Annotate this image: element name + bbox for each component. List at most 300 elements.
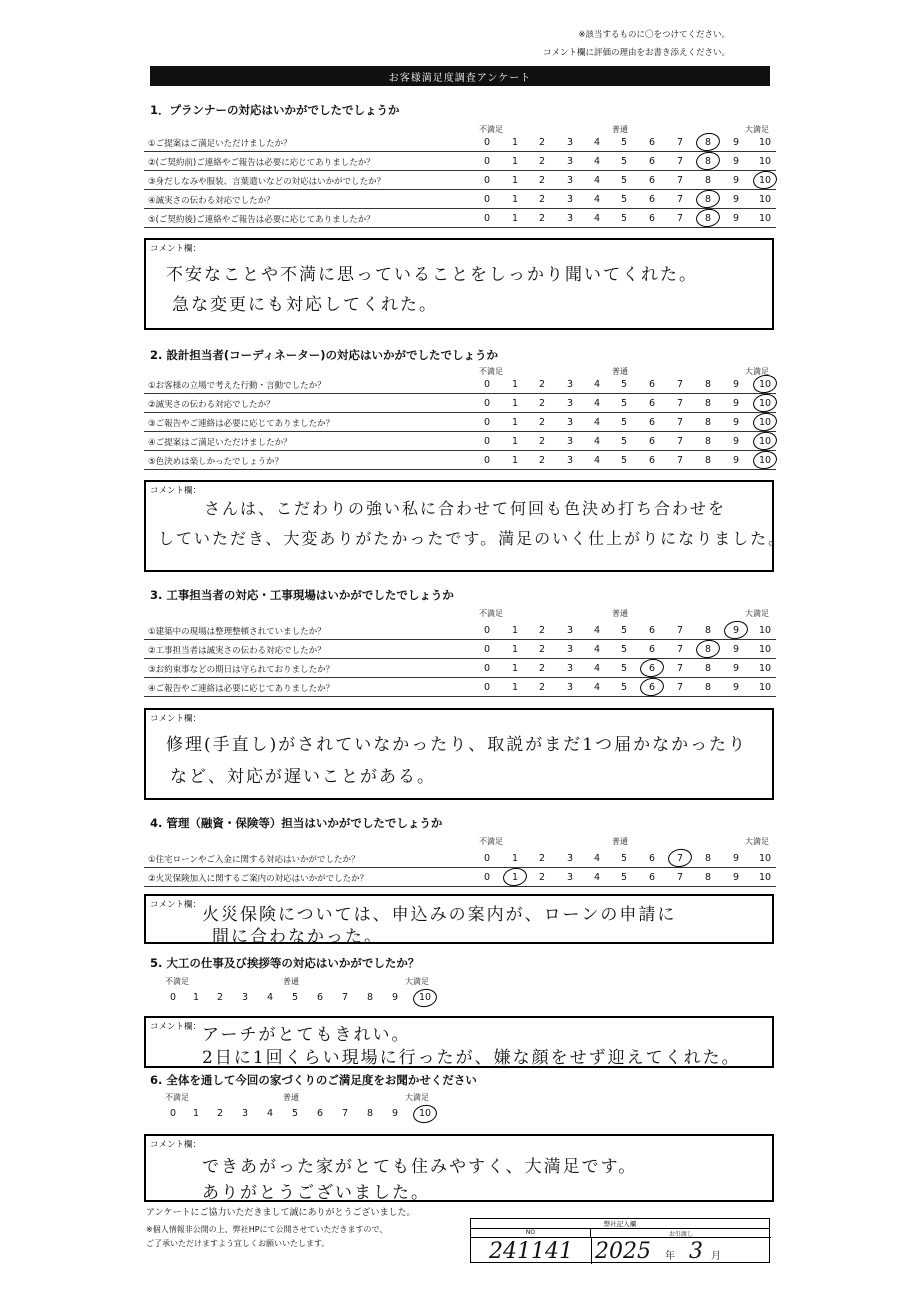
rating-option-6[interactable]: 6: [648, 853, 656, 864]
rating-option-10[interactable]: 10: [758, 194, 772, 205]
rating-option-10[interactable]: 10: [758, 398, 772, 409]
rating-option-9[interactable]: 9: [732, 137, 740, 148]
scale-label-mid: 普通: [612, 837, 628, 846]
rating-option-2[interactable]: 2: [538, 137, 546, 148]
question-row: [144, 451, 776, 470]
rating-option-2[interactable]: 2: [538, 175, 546, 186]
rating-option-6[interactable]: 6: [316, 1108, 324, 1119]
rating-option-4[interactable]: 4: [593, 455, 601, 466]
rating-option-3[interactable]: 3: [566, 213, 574, 224]
instruction-note: ※該当するものに〇をつけてください。: [578, 30, 730, 40]
rating-option-8[interactable]: 8: [366, 1108, 374, 1119]
rating-option-1[interactable]: 1: [511, 455, 519, 466]
rating-option-6[interactable]: 6: [648, 417, 656, 428]
rating-option-6[interactable]: 6: [648, 644, 656, 655]
question-row: [144, 640, 776, 659]
rating-option-4[interactable]: 4: [593, 682, 601, 693]
rating-option-3[interactable]: 3: [241, 992, 249, 1003]
rating-option-1[interactable]: 1: [511, 853, 519, 864]
rating-option-7[interactable]: 7: [676, 156, 684, 167]
rating-option-7[interactable]: 7: [676, 194, 684, 205]
office-use-box: [470, 1218, 770, 1263]
handwritten-comment-line: できあがった家がとても住みやすく、大満足です。: [202, 1157, 638, 1177]
rating-option-7[interactable]: 7: [676, 175, 684, 186]
question-row: [144, 868, 776, 887]
rating-option-0[interactable]: 0: [483, 417, 491, 428]
scale-label-low: 不満足: [479, 367, 503, 376]
rating-option-8[interactable]: 8: [704, 417, 712, 428]
rating-option-5[interactable]: 5: [620, 625, 628, 636]
comment-label: コメント欄：: [150, 486, 202, 496]
rating-option-9[interactable]: 9: [732, 625, 740, 636]
rating-option-0[interactable]: 0: [483, 872, 491, 883]
rating-option-4[interactable]: 4: [593, 625, 601, 636]
question-text: ②誠実さの伝わる対応でしたか？: [148, 400, 275, 410]
rating-option-6[interactable]: 6: [648, 625, 656, 636]
rating-option-6[interactable]: 6: [648, 156, 656, 167]
rating-option-4[interactable]: 4: [593, 137, 601, 148]
rating-scale: [0, 1108, 920, 1122]
question-text: ⑤色決めは楽しかったでしょうか？: [148, 457, 284, 467]
rating-option-8[interactable]: 8: [704, 682, 712, 693]
rating-option-10[interactable]: 10: [418, 1108, 432, 1119]
rating-option-9[interactable]: 9: [732, 682, 740, 693]
question-row: [144, 171, 776, 190]
rating-option-10[interactable]: 10: [758, 175, 772, 186]
rating-option-3[interactable]: 3: [566, 194, 574, 205]
rating-circle-mark: [752, 449, 779, 471]
thanks-message: アンケートにご協力いただきまして誠にありがとうございました。: [146, 1208, 416, 1218]
question-row: [144, 621, 776, 640]
rating-option-0[interactable]: 0: [483, 137, 491, 148]
rating-option-1[interactable]: 1: [192, 1108, 200, 1119]
rating-option-1[interactable]: 1: [192, 992, 200, 1003]
scale-label-low: 不満足: [479, 125, 503, 134]
rating-option-2[interactable]: 2: [538, 156, 546, 167]
rating-option-5[interactable]: 5: [291, 1108, 299, 1119]
rating-circle-mark: [695, 150, 722, 172]
rating-option-1[interactable]: 1: [511, 625, 519, 636]
rating-option-8[interactable]: 8: [704, 398, 712, 409]
rating-option-1[interactable]: 1: [511, 194, 519, 205]
scale-label-high: 大満足: [745, 837, 769, 846]
scale-label-low: 不満足: [479, 837, 503, 846]
rating-option-3[interactable]: 3: [566, 455, 574, 466]
comment-label: コメント欄：: [150, 1140, 202, 1150]
rating-option-10[interactable]: 10: [758, 853, 772, 864]
question-row: [144, 209, 776, 228]
rating-option-4[interactable]: 4: [593, 213, 601, 224]
rating-option-9[interactable]: 9: [732, 455, 740, 466]
section-5-title: 5. 大工の仕事及び挨拶等の対応はいかがでしたか？: [150, 956, 420, 970]
rating-option-4[interactable]: 4: [593, 175, 601, 186]
handwritten-comment-line: 急な変更にも対応してくれた。: [172, 295, 438, 315]
rating-option-10[interactable]: 10: [758, 682, 772, 693]
rating-option-9[interactable]: 9: [732, 379, 740, 390]
rating-option-3[interactable]: 3: [566, 644, 574, 655]
rating-option-6[interactable]: 6: [648, 436, 656, 447]
rating-option-0[interactable]: 0: [483, 379, 491, 390]
rating-option-4[interactable]: 4: [266, 1108, 274, 1119]
scale-label-high: 大満足: [745, 125, 769, 134]
rating-option-3[interactable]: 3: [566, 417, 574, 428]
question-text: ④ご提案はご満足いただけましたか？: [148, 438, 292, 448]
question-row: [144, 190, 776, 209]
rating-option-1[interactable]: 1: [511, 872, 519, 883]
rating-option-0[interactable]: 0: [483, 644, 491, 655]
rating-circle-mark: [752, 373, 779, 395]
rating-option-1[interactable]: 1: [511, 156, 519, 167]
rating-option-2[interactable]: 2: [538, 682, 546, 693]
rating-option-4[interactable]: 4: [593, 872, 601, 883]
rating-option-0[interactable]: 0: [483, 663, 491, 674]
rating-option-6[interactable]: 6: [648, 455, 656, 466]
rating-option-1[interactable]: 1: [511, 663, 519, 674]
rating-option-9[interactable]: 9: [732, 175, 740, 186]
rating-option-10[interactable]: 10: [758, 644, 772, 655]
rating-option-4[interactable]: 4: [593, 194, 601, 205]
rating-option-10[interactable]: 10: [758, 417, 772, 428]
comment-box: [144, 894, 774, 947]
rating-option-9[interactable]: 9: [732, 398, 740, 409]
rating-option-2[interactable]: 2: [538, 853, 546, 864]
rating-option-10[interactable]: 10: [758, 455, 772, 466]
rating-option-6[interactable]: 6: [648, 872, 656, 883]
scale-label-high: 大満足: [745, 367, 769, 376]
rating-option-10[interactable]: 10: [758, 137, 772, 148]
question-text: ②工事担当者は誠実さの伝わる対応でしたか？: [148, 646, 326, 656]
rating-option-8[interactable]: 8: [704, 137, 712, 148]
rating-option-0[interactable]: 0: [483, 175, 491, 186]
rating-option-3[interactable]: 3: [566, 853, 574, 864]
comment-box: [144, 708, 774, 800]
rating-option-8[interactable]: 8: [704, 663, 712, 674]
handwritten-comment-line: ありがとうございました。: [202, 1183, 430, 1203]
rating-option-2[interactable]: 2: [538, 194, 546, 205]
rating-circle-mark: [502, 866, 529, 888]
rating-option-6[interactable]: 6: [648, 398, 656, 409]
handwritten-comment-line: 2日に1回くらい現場に行ったが、嫌な顔をせず迎えてくれた。: [202, 1048, 741, 1068]
rating-option-8[interactable]: 8: [704, 625, 712, 636]
comment-label: コメント欄：: [150, 714, 202, 724]
rating-option-3[interactable]: 3: [566, 663, 574, 674]
question-text: ④ご報告やご連絡は必要に応じてありましたか？: [148, 684, 335, 694]
rating-option-3[interactable]: 3: [566, 436, 574, 447]
rating-option-7[interactable]: 7: [676, 436, 684, 447]
rating-option-1[interactable]: 1: [511, 175, 519, 186]
rating-option-8[interactable]: 8: [704, 379, 712, 390]
rating-option-10[interactable]: 10: [758, 379, 772, 390]
scale-label-low: 不満足: [165, 977, 189, 986]
rating-circle-mark: [695, 638, 722, 660]
rating-circle-mark: [752, 169, 779, 191]
rating-option-1[interactable]: 1: [511, 682, 519, 693]
rating-option-8[interactable]: 8: [704, 436, 712, 447]
rating-option-7[interactable]: 7: [676, 644, 684, 655]
rating-option-8[interactable]: 8: [704, 853, 712, 864]
rating-option-2[interactable]: 2: [538, 644, 546, 655]
rating-option-5[interactable]: 5: [620, 213, 628, 224]
scale-label-low: 不満足: [479, 609, 503, 618]
rating-option-7[interactable]: 7: [676, 663, 684, 674]
rating-option-6[interactable]: 6: [648, 663, 656, 674]
rating-option-2[interactable]: 2: [538, 663, 546, 674]
rating-option-8[interactable]: 8: [704, 455, 712, 466]
rating-option-5[interactable]: 5: [620, 379, 628, 390]
rating-option-4[interactable]: 4: [593, 853, 601, 864]
rating-option-9[interactable]: 9: [732, 156, 740, 167]
rating-option-3[interactable]: 3: [566, 175, 574, 186]
rating-option-9[interactable]: 9: [732, 417, 740, 428]
rating-option-7[interactable]: 7: [676, 682, 684, 693]
question-text: ①お客様の立場で考えた行動・言動でしたか？: [148, 381, 326, 391]
handwritten-comment-line: アーチがとてもきれい。: [202, 1025, 411, 1045]
section-4-title: 4. 管理（融資・保険等）担当はいかがでしたでしょうか: [150, 816, 443, 830]
rating-option-0[interactable]: 0: [169, 1108, 177, 1119]
handwritten-comment-line: 不安なことや不満に思っていることをしっかり聞いてくれた。: [166, 265, 698, 285]
question-text: ③身だしなみや服装、言葉遣いなどの対応はいかがでしたか？: [148, 177, 386, 187]
question-text: ④誠実さの伝わる対応でしたか？: [148, 196, 275, 206]
rating-option-8[interactable]: 8: [704, 872, 712, 883]
rating-option-5[interactable]: 5: [620, 436, 628, 447]
rating-option-9[interactable]: 9: [391, 992, 399, 1003]
rating-option-4[interactable]: 4: [593, 417, 601, 428]
rating-option-10[interactable]: 10: [418, 992, 432, 1003]
rating-option-0[interactable]: 0: [483, 213, 491, 224]
rating-option-7[interactable]: 7: [676, 455, 684, 466]
rating-option-1[interactable]: 1: [511, 436, 519, 447]
handwritten-comment-line: など、対応が遅いことがある。: [170, 767, 436, 787]
rating-option-0[interactable]: 0: [483, 194, 491, 205]
rating-scale: [0, 992, 920, 1006]
rating-option-8[interactable]: 8: [704, 175, 712, 186]
rating-option-1[interactable]: 1: [511, 417, 519, 428]
comment-label: コメント欄：: [150, 244, 202, 254]
rating-option-5[interactable]: 5: [620, 137, 628, 148]
year-unit: 年: [665, 1251, 675, 1262]
rating-option-8[interactable]: 8: [704, 213, 712, 224]
rating-option-2[interactable]: 2: [538, 417, 546, 428]
rating-option-6[interactable]: 6: [316, 992, 324, 1003]
rating-option-9[interactable]: 9: [732, 872, 740, 883]
rating-option-9[interactable]: 9: [732, 853, 740, 864]
rating-option-0[interactable]: 0: [483, 436, 491, 447]
rating-circle-mark: [639, 657, 666, 679]
question-row: [144, 375, 776, 394]
rating-circle-mark: [752, 411, 779, 433]
rating-option-5[interactable]: 5: [620, 853, 628, 864]
rating-option-4[interactable]: 4: [593, 398, 601, 409]
rating-option-9[interactable]: 9: [391, 1108, 399, 1119]
comment-box: [144, 1016, 774, 1068]
rating-option-7[interactable]: 7: [676, 379, 684, 390]
rating-option-1[interactable]: 1: [511, 379, 519, 390]
question-text: ①住宅ローンやご入金に関する対応はいかがでしたか？: [148, 855, 360, 865]
rating-option-6[interactable]: 6: [648, 175, 656, 186]
rating-option-7[interactable]: 7: [341, 1108, 349, 1119]
handover-label: お引渡し: [591, 1229, 771, 1238]
rating-circle-mark: [695, 131, 722, 153]
rating-option-6[interactable]: 6: [648, 379, 656, 390]
rating-option-7[interactable]: 7: [341, 992, 349, 1003]
rating-option-6[interactable]: 6: [648, 213, 656, 224]
handwritten-comment-line: さんは、こだわりの強い私に合わせて何回も色決め打ち合わせを: [204, 499, 727, 518]
rating-option-9[interactable]: 9: [732, 663, 740, 674]
rating-option-9[interactable]: 9: [732, 194, 740, 205]
privacy-note: ご了承いただけますよう宜しくお願いいたします。: [146, 1239, 330, 1248]
rating-option-0[interactable]: 0: [483, 398, 491, 409]
rating-option-1[interactable]: 1: [511, 137, 519, 148]
privacy-note: ※個人情報非公開の上、弊社HPにて公開させていただきますので、: [146, 1225, 388, 1234]
rating-option-5[interactable]: 5: [620, 194, 628, 205]
scale-label-mid: 普通: [612, 125, 628, 134]
rating-option-5[interactable]: 5: [620, 455, 628, 466]
rating-option-5[interactable]: 5: [620, 663, 628, 674]
rating-circle-mark: [752, 430, 779, 452]
scale-label-low: 不満足: [165, 1093, 189, 1102]
rating-option-7[interactable]: 7: [676, 137, 684, 148]
question-row: [144, 152, 776, 171]
rating-option-10[interactable]: 10: [758, 872, 772, 883]
rating-circle-mark: [412, 1103, 439, 1125]
rating-option-0[interactable]: 0: [483, 625, 491, 636]
rating-option-0[interactable]: 0: [169, 992, 177, 1003]
scale-label-mid: 普通: [612, 367, 628, 376]
question-row: [144, 133, 776, 152]
rating-option-10[interactable]: 10: [758, 436, 772, 447]
no-label: NO: [471, 1229, 591, 1238]
rating-circle-mark: [412, 987, 439, 1009]
handwritten-comment-line: 修理(手直し)がされていなかったり、取説がまだ1つ届かなかったり: [166, 735, 748, 755]
form-title: お客様満足度調査アンケート: [150, 66, 770, 86]
scale-label-mid: 普通: [283, 1093, 299, 1102]
question-text: ①建築中の現場は整理整頓されていましたか？: [148, 627, 326, 637]
rating-option-7[interactable]: 7: [676, 398, 684, 409]
handwritten-comment-line: 間に合わなかった。: [212, 927, 383, 947]
question-text: ①ご提案はご満足いただけましたか？: [148, 139, 292, 149]
rating-option-0[interactable]: 0: [483, 682, 491, 693]
rating-circle-mark: [695, 207, 722, 229]
office-use-header: 弊社記入欄: [471, 1219, 769, 1229]
rating-option-4[interactable]: 4: [593, 156, 601, 167]
rating-option-8[interactable]: 8: [704, 194, 712, 205]
rating-option-3[interactable]: 3: [566, 156, 574, 167]
rating-option-3[interactable]: 3: [566, 625, 574, 636]
customer-number: 241141: [489, 1239, 573, 1264]
comment-box: [144, 480, 787, 572]
rating-option-4[interactable]: 4: [593, 379, 601, 390]
handover-year: 2025: [595, 1239, 651, 1264]
rating-option-10[interactable]: 10: [758, 156, 772, 167]
question-row: [144, 659, 776, 678]
rating-option-5[interactable]: 5: [291, 992, 299, 1003]
rating-option-4[interactable]: 4: [593, 644, 601, 655]
rating-option-6[interactable]: 6: [648, 194, 656, 205]
rating-option-2[interactable]: 2: [216, 1108, 224, 1119]
rating-option-3[interactable]: 3: [566, 398, 574, 409]
month-unit: 月: [711, 1251, 721, 1262]
rating-option-5[interactable]: 5: [620, 682, 628, 693]
rating-option-4[interactable]: 4: [593, 436, 601, 447]
rating-option-10[interactable]: 10: [758, 625, 772, 636]
question-row: [144, 394, 776, 413]
rating-option-3[interactable]: 3: [566, 379, 574, 390]
rating-circle-mark: [752, 392, 779, 414]
question-text: ⑤(ご契約後)ご連絡やご報告は必要に応じてありましたか？: [148, 215, 375, 225]
rating-option-5[interactable]: 5: [620, 872, 628, 883]
rating-option-1[interactable]: 1: [511, 644, 519, 655]
rating-circle-mark: [723, 619, 750, 641]
rating-option-1[interactable]: 1: [511, 398, 519, 409]
question-text: ③ご報告やご連絡は必要に応じてありましたか？: [148, 419, 335, 429]
rating-option-2[interactable]: 2: [538, 398, 546, 409]
rating-option-3[interactable]: 3: [566, 137, 574, 148]
comment-box: [144, 1134, 774, 1202]
rating-option-9[interactable]: 9: [732, 644, 740, 655]
rating-option-0[interactable]: 0: [483, 156, 491, 167]
question-row: [144, 413, 776, 432]
rating-option-0[interactable]: 0: [483, 455, 491, 466]
rating-option-2[interactable]: 2: [538, 436, 546, 447]
rating-option-2[interactable]: 2: [538, 625, 546, 636]
rating-option-7[interactable]: 7: [676, 853, 684, 864]
handwritten-comment-line: 火災保険については、申込みの案内が、ローンの申請に: [202, 905, 677, 925]
rating-option-3[interactable]: 3: [241, 1108, 249, 1119]
rating-option-7[interactable]: 7: [676, 872, 684, 883]
question-row: [144, 432, 776, 451]
section-1-title: 1．プランナーの対応はいかがでしたでしょうか: [150, 103, 400, 117]
question-text: ②(ご契約前)ご連絡やご報告は必要に応じてありましたか？: [148, 158, 375, 168]
scale-label-high: 大満足: [405, 1093, 429, 1102]
rating-circle-mark: [639, 676, 666, 698]
rating-circle-mark: [667, 847, 694, 869]
rating-option-9[interactable]: 9: [732, 436, 740, 447]
rating-option-2[interactable]: 2: [216, 992, 224, 1003]
rating-option-3[interactable]: 3: [566, 682, 574, 693]
comment-label: コメント欄：: [150, 1022, 202, 1032]
rating-option-7[interactable]: 7: [676, 625, 684, 636]
rating-option-7[interactable]: 7: [676, 213, 684, 224]
rating-option-10[interactable]: 10: [758, 663, 772, 674]
rating-option-0[interactable]: 0: [483, 853, 491, 864]
rating-option-8[interactable]: 8: [366, 992, 374, 1003]
rating-option-5[interactable]: 5: [620, 644, 628, 655]
rating-option-2[interactable]: 2: [538, 872, 546, 883]
rating-option-5[interactable]: 5: [620, 156, 628, 167]
rating-option-2[interactable]: 2: [538, 455, 546, 466]
rating-option-4[interactable]: 4: [593, 663, 601, 674]
rating-option-7[interactable]: 7: [676, 417, 684, 428]
rating-option-10[interactable]: 10: [758, 213, 772, 224]
rating-option-5[interactable]: 5: [620, 398, 628, 409]
section-2-title: 2. 設計担当者(コーディネーター)の対応はいかがでしたでしょうか: [150, 348, 498, 362]
question-row: [144, 678, 776, 697]
rating-option-2[interactable]: 2: [538, 379, 546, 390]
rating-option-1[interactable]: 1: [511, 213, 519, 224]
rating-option-5[interactable]: 5: [620, 175, 628, 186]
rating-option-5[interactable]: 5: [620, 417, 628, 428]
rating-option-6[interactable]: 6: [648, 137, 656, 148]
rating-option-8[interactable]: 8: [704, 156, 712, 167]
handwritten-comment-line: していただき、大変ありがたかったです。満足のいく仕上がりになりました。: [158, 529, 787, 548]
rating-option-4[interactable]: 4: [266, 992, 274, 1003]
rating-option-9[interactable]: 9: [732, 213, 740, 224]
rating-option-3[interactable]: 3: [566, 872, 574, 883]
rating-option-6[interactable]: 6: [648, 682, 656, 693]
scale-label-mid: 普通: [612, 609, 628, 618]
rating-option-8[interactable]: 8: [704, 644, 712, 655]
rating-option-2[interactable]: 2: [538, 213, 546, 224]
